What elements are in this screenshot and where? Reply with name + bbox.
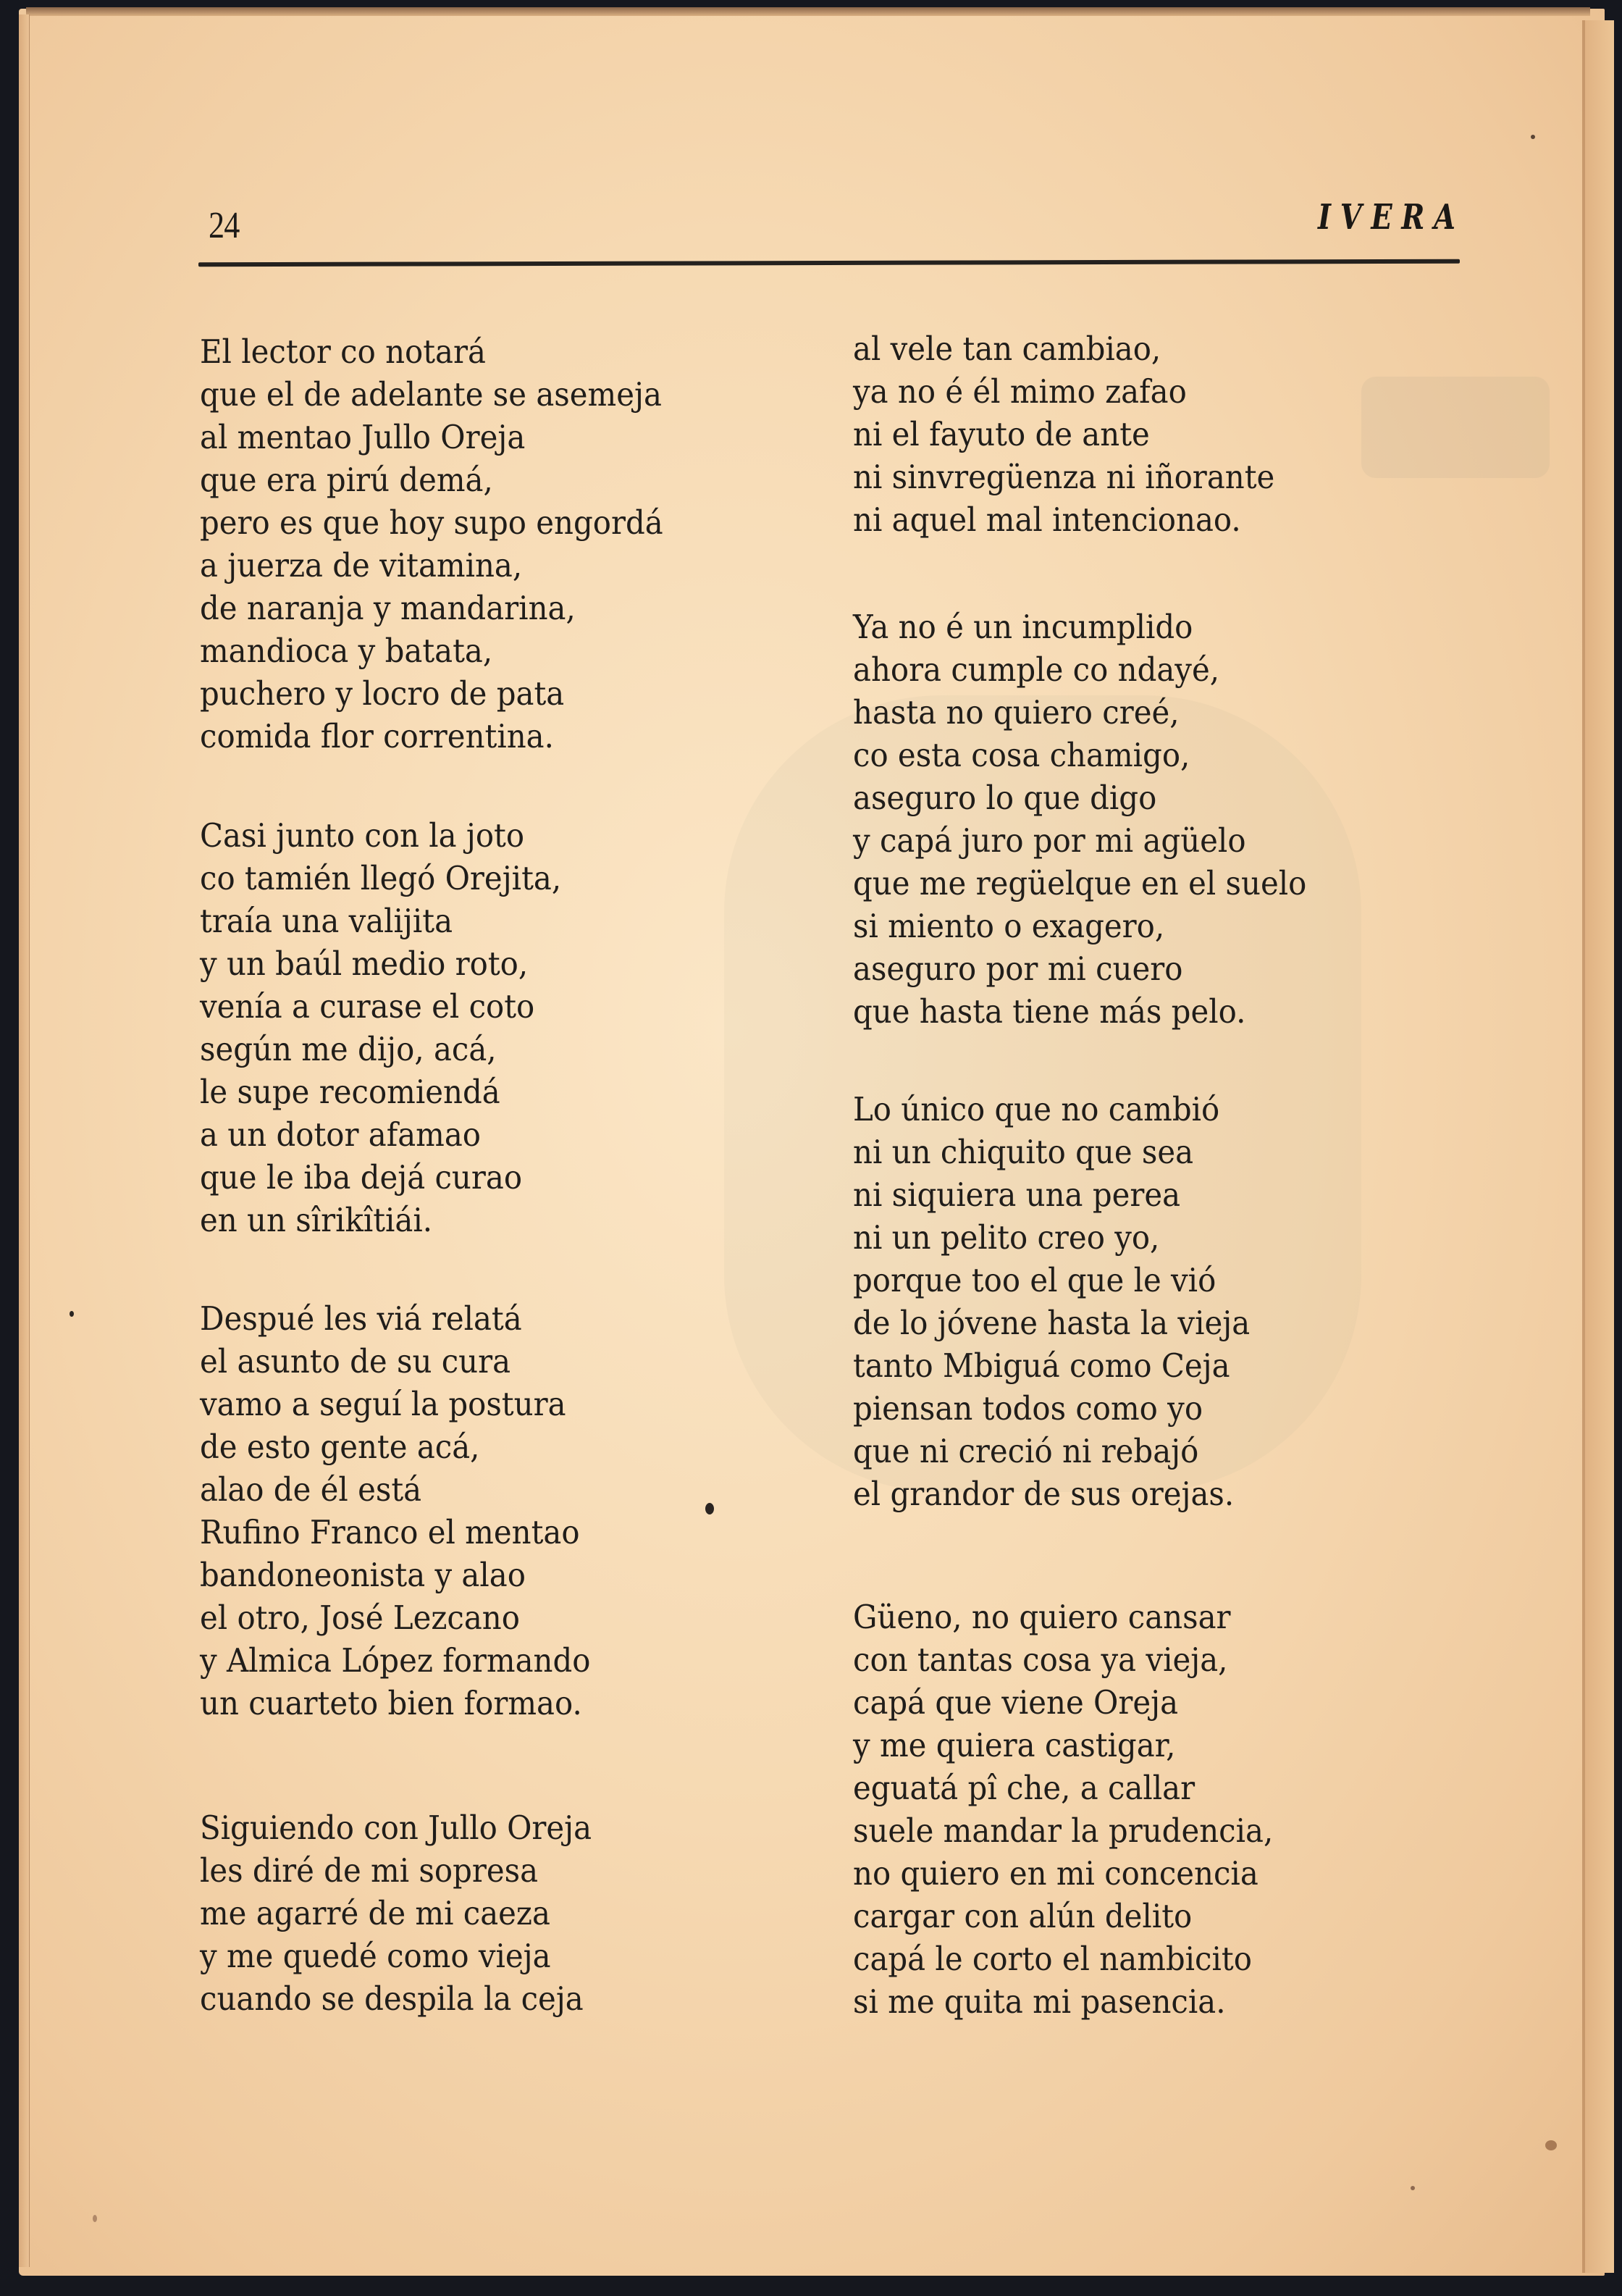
verse-line: ni siquiera una perea (853, 1176, 1181, 1214)
verse-line: y me quiera castigar, (853, 1726, 1176, 1764)
verse-line: le supe recomiendá (200, 1073, 500, 1111)
foxing-spot (1411, 2186, 1415, 2190)
foxing-spot (1545, 2140, 1557, 2150)
ink-speck (705, 1503, 714, 1514)
verse-line: y capá juro por mi agüelo (853, 821, 1246, 860)
verse-line: ahora cumple co ndayé, (853, 650, 1220, 689)
verse-line: Rufino Franco el mentao (200, 1513, 580, 1551)
verse-line: Güeno, no quiero cansar (853, 1598, 1231, 1636)
stanza (200, 1297, 590, 1725)
verse-line: de lo jóvene hasta la vieja (853, 1304, 1251, 1342)
stanza (200, 1806, 592, 2020)
verse-line: eguatá pî che, a callar (853, 1769, 1196, 1807)
next-page-edge (1585, 20, 1614, 2273)
page-fold (1582, 20, 1585, 2273)
verse-line: venía a curase el coto (200, 987, 535, 1026)
verse-line: comida flor correntina. (200, 717, 554, 755)
stanza (853, 1088, 1250, 1515)
verse-line: me agarré de mi caeza (200, 1894, 550, 1932)
verse-line: Casi junto con la joto (200, 816, 525, 855)
verse-line: puchero y locro de pata (200, 674, 565, 713)
verse-line: ni el fayuto de ante (853, 415, 1150, 453)
verse-line: al mentao Jullo Oreja (200, 418, 526, 456)
journal-title: IVERA (1318, 197, 1465, 238)
verse-line: que hasta tiene más pelo. (853, 992, 1246, 1031)
page-number: 24 (209, 205, 240, 246)
stanza (200, 330, 663, 758)
verse-line: Despué les viá relatá (200, 1299, 522, 1338)
verse-line: que ni creció ni rebajó (853, 1432, 1199, 1470)
verse-line: de esto gente acá, (200, 1428, 480, 1466)
verse-line: no quiero en mi concencia (853, 1854, 1258, 1893)
verse-line: que le iba dejá curao (200, 1158, 523, 1197)
ink-speck (70, 1311, 74, 1317)
verse-line: si me quita mi pasencia. (853, 1982, 1226, 2021)
verse-line: ya no é él mimo zafao (853, 372, 1187, 411)
verse-line: alao de él está (200, 1470, 422, 1509)
running-head (0, 0, 1622, 290)
verse-line: ni sinvregüenza ni iñorante (853, 458, 1275, 496)
header-rule (198, 259, 1460, 267)
verse-line: de naranja y mandarina, (200, 589, 576, 627)
verse-line: aseguro lo que digo (853, 779, 1157, 817)
verse-line: que el de adelante se asemeja (200, 375, 662, 414)
verse-line: Ya no é un incumplido (853, 608, 1193, 646)
verse-line: el otro, José Lezcano (200, 1599, 520, 1637)
verse-line: capá que viene Oreja (853, 1683, 1179, 1722)
stanza (853, 327, 1274, 541)
verse-line: Lo único que no cambió (853, 1090, 1220, 1128)
verse-line: cuando se despila la ceja (200, 1979, 584, 2018)
verse-line: a juerza de vitamina, (200, 546, 523, 585)
verse-line: un cuarteto bien formao. (200, 1684, 582, 1722)
ink-speck (1531, 135, 1535, 139)
verse-line: porque too el que le vió (853, 1261, 1216, 1299)
stanza (853, 606, 1306, 1033)
verse-line: si miento o exagero, (853, 907, 1165, 945)
verse-line: El lector co notará (200, 332, 486, 371)
verse-line: ni un pelito creo yo, (853, 1218, 1160, 1257)
foxing-spot (93, 2215, 97, 2222)
verse-line: piensan todos como yo (853, 1389, 1203, 1428)
verse-line: que me regüelque en el suelo (853, 864, 1307, 902)
verse-line: co tamién llegó Orejita, (200, 859, 562, 897)
verse-line: con tantas cosa ya vieja, (853, 1641, 1228, 1679)
verse-line: capá le corto el nambicito (853, 1940, 1252, 1978)
verse-line: tanto Mbiguá como Ceja (853, 1346, 1230, 1385)
verse-line: al vele tan cambiao, (853, 330, 1161, 368)
verse-line: en un sîrikîtiái. (200, 1201, 433, 1239)
verse-line: ni un chiquito que sea (853, 1133, 1194, 1171)
verse-line: suele mandar la prudencia, (853, 1811, 1274, 1850)
verse-line: y me quedé como vieja (200, 1937, 551, 1975)
verse-line: cargar con alún delito (853, 1897, 1193, 1935)
verse-line: bandoneonista y alao (200, 1556, 526, 1594)
verse-line: aseguro por mi cuero (853, 950, 1183, 988)
verse-line: ni aquel mal intencionao. (853, 500, 1241, 539)
stanza (200, 814, 561, 1241)
verse-line: a un dotor afamao (200, 1115, 481, 1154)
verse-line: Siguiendo con Jullo Oreja (200, 1809, 592, 1847)
verse-line: y Almica López formando (200, 1641, 591, 1680)
verse-line: el asunto de su cura (200, 1342, 511, 1380)
verse-line: hasta no quiero creé, (853, 693, 1180, 732)
verse-line: que era pirú demá, (200, 461, 493, 499)
verse-line: vamo a seguí la postura (200, 1385, 566, 1423)
verse-line: les diré de mi sopresa (200, 1851, 539, 1890)
verse-line: mandioca y batata, (200, 632, 493, 670)
verse-line: traía una valijita (200, 902, 453, 940)
verse-line: y un baúl medio roto, (200, 944, 529, 983)
verse-line: pero es que hoy supo engordá (200, 503, 663, 542)
stanza (853, 1596, 1273, 2023)
page-edge-left (19, 14, 30, 2267)
verse-line: el grandor de sus orejas. (853, 1475, 1235, 1513)
verse-line: según me dijo, acá, (200, 1030, 497, 1068)
verse-line: co esta cosa chamigo, (853, 736, 1190, 774)
